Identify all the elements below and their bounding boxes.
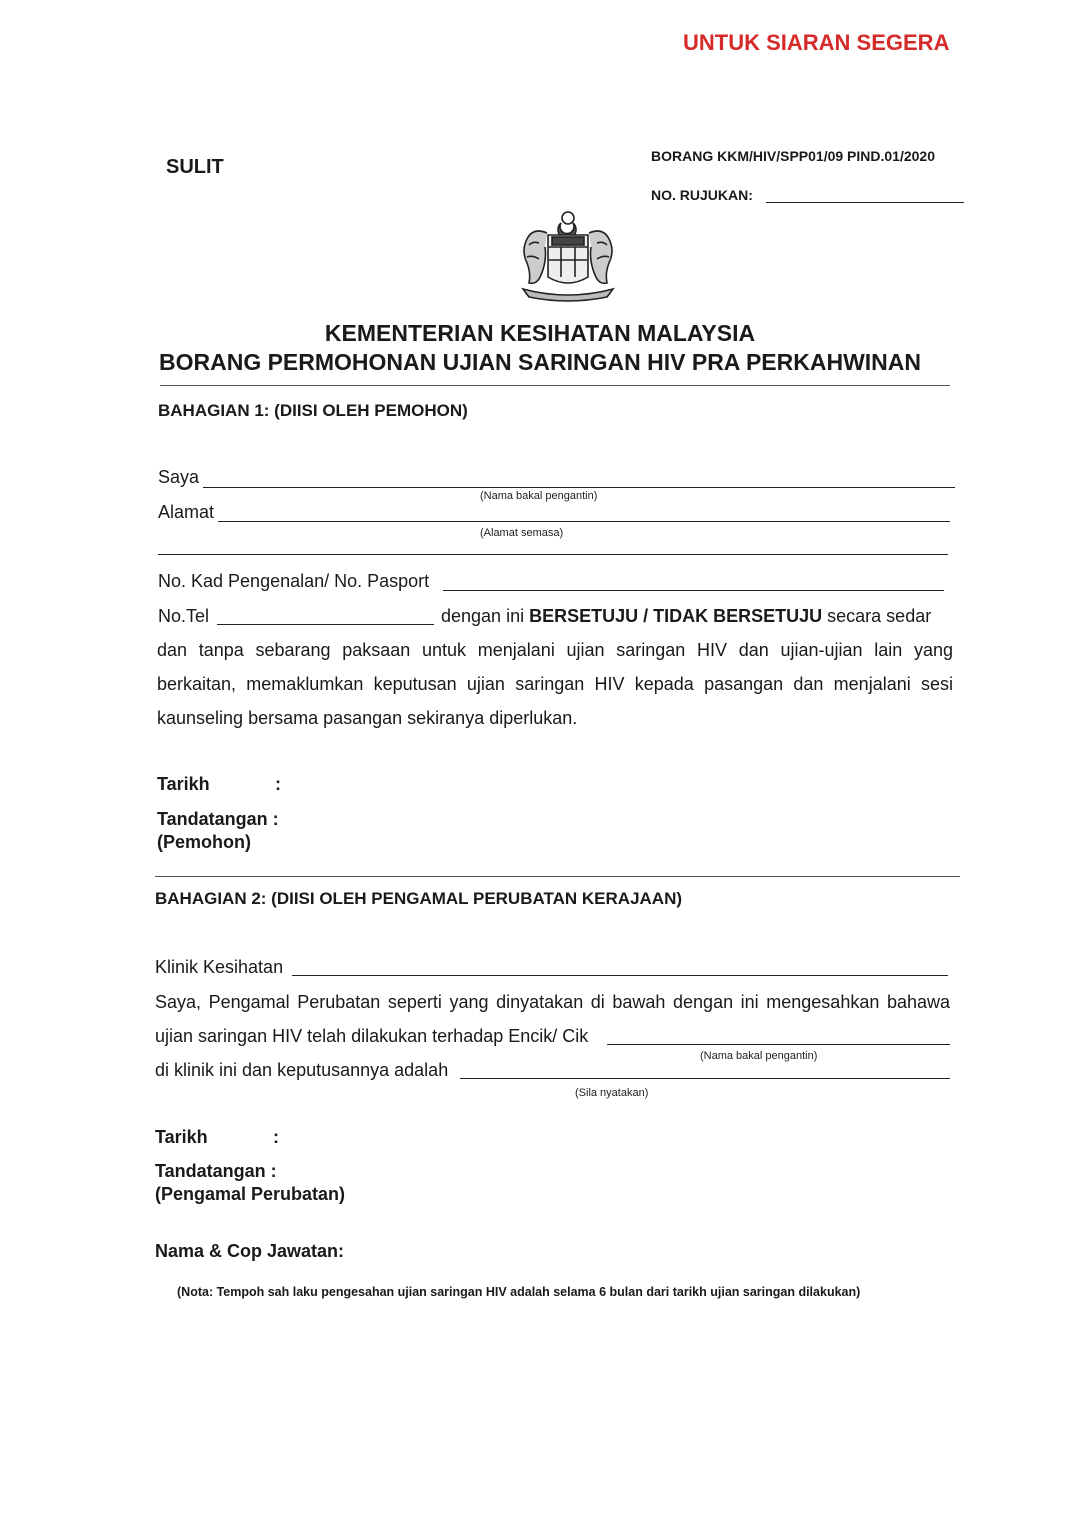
reference-field-line: [766, 202, 964, 203]
saya-label: Saya: [158, 467, 200, 487]
patient-name-field[interactable]: [607, 1044, 950, 1045]
consent-suffix: secara sedar: [827, 606, 932, 626]
malaysia-coat-of-arms-icon: [503, 205, 633, 303]
form-title: BORANG PERMOHONAN UJIAN SARINGAN HIV PRA PERKAHWINAN: [158, 349, 921, 375]
alamat-label: Alamat: [158, 502, 215, 522]
doctor-date-label: Tarikh: [155, 1127, 208, 1147]
phone-label: No.Tel: [158, 606, 210, 626]
consent-paragraph-line3: kaunseling bersama pasangan sekiranya diperlukan.: [157, 708, 578, 728]
doctor-paragraph-line1: Saya, Pengamal Perubatan seperti yang dinyatakan di bawah dengan ini mengesahkan bahawa: [155, 992, 950, 1012]
title-divider: [160, 385, 950, 386]
phone-field[interactable]: [217, 624, 434, 625]
patient-name-hint: (Nama bakal pengantin): [700, 1050, 818, 1062]
name-stamp-label: Nama & Cop Jawatan:: [155, 1241, 345, 1261]
release-tag: UNTUK SIARAN SEGERA: [683, 30, 950, 55]
doctor-date-colon: :: [273, 1127, 279, 1147]
applicant-date-colon: :: [275, 774, 281, 794]
consent-prefix: dengan ini: [441, 606, 525, 626]
ministry-title: KEMENTERIAN KESIHATAN MALAYSIA: [324, 320, 756, 346]
address-field-line2[interactable]: [158, 554, 948, 555]
consent-paragraph-line1: dan tanpa sebarang paksaan untuk menjalani ujian saringan HIV dan ujian-ujian lain yang: [157, 640, 953, 660]
clinic-field[interactable]: [292, 975, 948, 976]
address-hint: (Alamat semasa): [480, 527, 564, 539]
doctor-paragraph-line3: di klinik ini dan keputusannya adalah: [155, 1060, 449, 1080]
clinic-label: Klinik Kesihatan: [155, 957, 284, 977]
applicant-signature-sub: (Pemohon): [157, 832, 251, 852]
consent-choice[interactable]: BERSETUJU / TIDAK BERSETUJU: [529, 606, 823, 626]
result-field[interactable]: [460, 1078, 950, 1079]
validity-note: (Nota: Tempoh sah laku pengesahan ujian saringan HIV adalah selama 6 bulan dari tarikh ujian saringan dilakukan): [177, 1285, 861, 1299]
form-code: BORANG KKM/HIV/SPP01/09 PIND.01/2020: [651, 148, 935, 164]
consent-line: [441, 606, 931, 627]
section-divider: [155, 876, 960, 877]
classification-label: SULIT: [166, 156, 224, 178]
ic-passport-field[interactable]: [443, 590, 944, 591]
applicant-name-hint: (Nama bakal pengantin): [480, 490, 598, 502]
reference-label: NO. RUJUKAN:: [651, 187, 753, 203]
applicant-signature-label: Tandatangan :: [157, 809, 279, 829]
section1-heading: BAHAGIAN 1: (DIISI OLEH PEMOHON): [158, 401, 468, 420]
doctor-paragraph-line2: ujian saringan HIV telah dilakukan terhadap Encik/ Cik: [155, 1026, 589, 1046]
doctor-signature-sub: (Pengamal Perubatan): [155, 1184, 346, 1204]
address-field[interactable]: [218, 521, 950, 522]
consent-paragraph-line2: berkaitan, memaklumkan keputusan ujian saringan HIV kepada pasangan dan menjalani sesi: [157, 674, 953, 694]
applicant-date-label: Tarikh: [157, 774, 210, 794]
result-hint: (Sila nyatakan): [575, 1087, 649, 1099]
applicant-name-field[interactable]: [203, 487, 955, 488]
doctor-signature-label: Tandatangan :: [155, 1161, 277, 1181]
ic-passport-label: No. Kad Pengenalan/ No. Pasport: [158, 571, 430, 591]
section2-heading: BAHAGIAN 2: (DIISI OLEH PENGAMAL PERUBATAN KERAJAAN): [155, 889, 683, 908]
